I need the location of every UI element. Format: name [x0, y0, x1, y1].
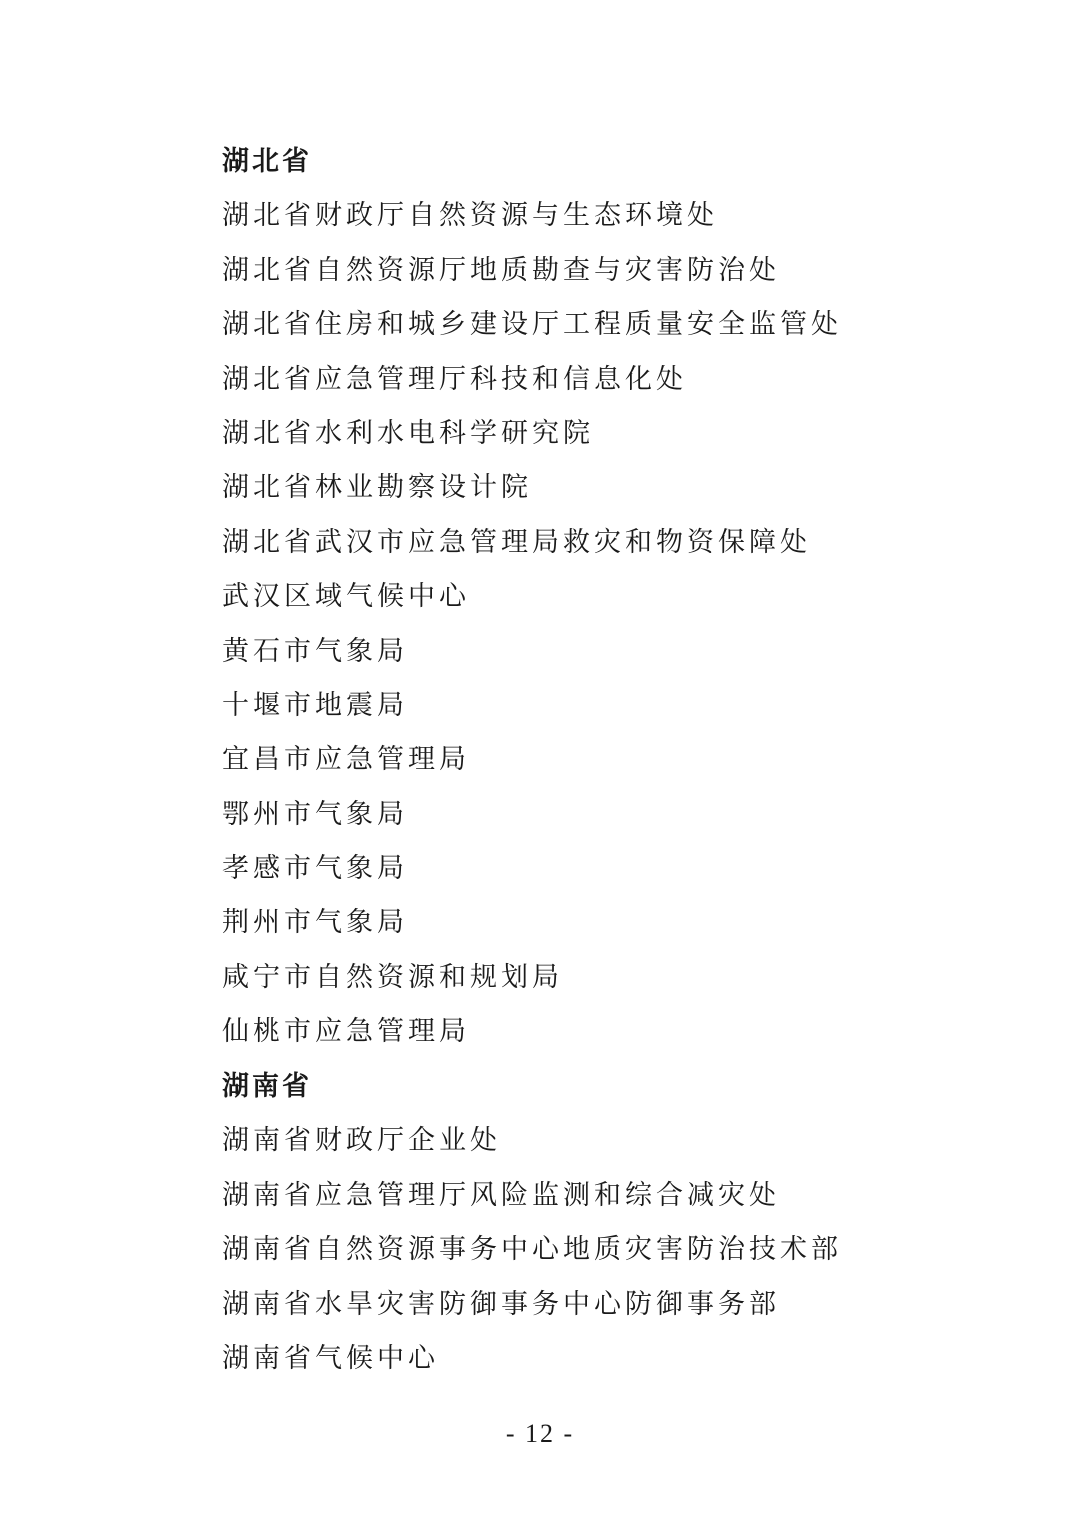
- list-item: 湖北省住房和城乡建设厅工程质量安全监管处: [222, 309, 842, 341]
- list-item: 十堰市地震局: [222, 689, 408, 721]
- list-item: 湖南省水旱灾害防御事务中心防御事务部: [222, 1288, 780, 1320]
- list-item: 湖南省气候中心: [222, 1342, 439, 1374]
- list-item: 宜昌市应急管理局: [222, 744, 470, 776]
- list-item: 湖南省财政厅企业处: [222, 1125, 501, 1157]
- section-heading-hubei: 湖北省: [222, 146, 312, 177]
- list-item: 荆州市气象局: [222, 907, 408, 939]
- section-heading-hunan: 湖南省: [222, 1071, 312, 1102]
- list-item: 湖北省应急管理厅科技和信息化处: [222, 363, 687, 395]
- entry-list-hunan: [222, 1114, 1022, 1386]
- list-item: 湖北省自然资源厅地质勘查与灾害防治处: [222, 254, 780, 286]
- entry-list-hubei: [222, 189, 1022, 1059]
- list-item: 鄂州市气象局: [222, 798, 408, 830]
- list-item: 武汉区域气候中心: [222, 581, 470, 613]
- section-hubei: [222, 135, 1022, 1060]
- list-item: 咸宁市自然资源和规划局: [222, 961, 563, 993]
- section-hunan: [222, 1060, 1022, 1386]
- list-item: 湖北省林业勘察设计院: [222, 472, 532, 504]
- list-item: 湖北省财政厅自然资源与生态环境处: [222, 200, 718, 232]
- list-item: 湖北省水利水电科学研究院: [222, 417, 594, 449]
- page-number: - 12 -: [505, 1419, 575, 1448]
- list-item: 湖南省应急管理厅风险监测和综合减灾处: [222, 1179, 780, 1211]
- list-item: 湖北省武汉市应急管理局救灾和物资保障处: [222, 526, 811, 558]
- list-item: 黄石市气象局: [222, 635, 408, 667]
- list-item: 孝感市气象局: [222, 853, 408, 885]
- list-item: 湖南省自然资源事务中心地质灾害防治技术部: [222, 1234, 842, 1266]
- list-item: 仙桃市应急管理局: [222, 1016, 470, 1048]
